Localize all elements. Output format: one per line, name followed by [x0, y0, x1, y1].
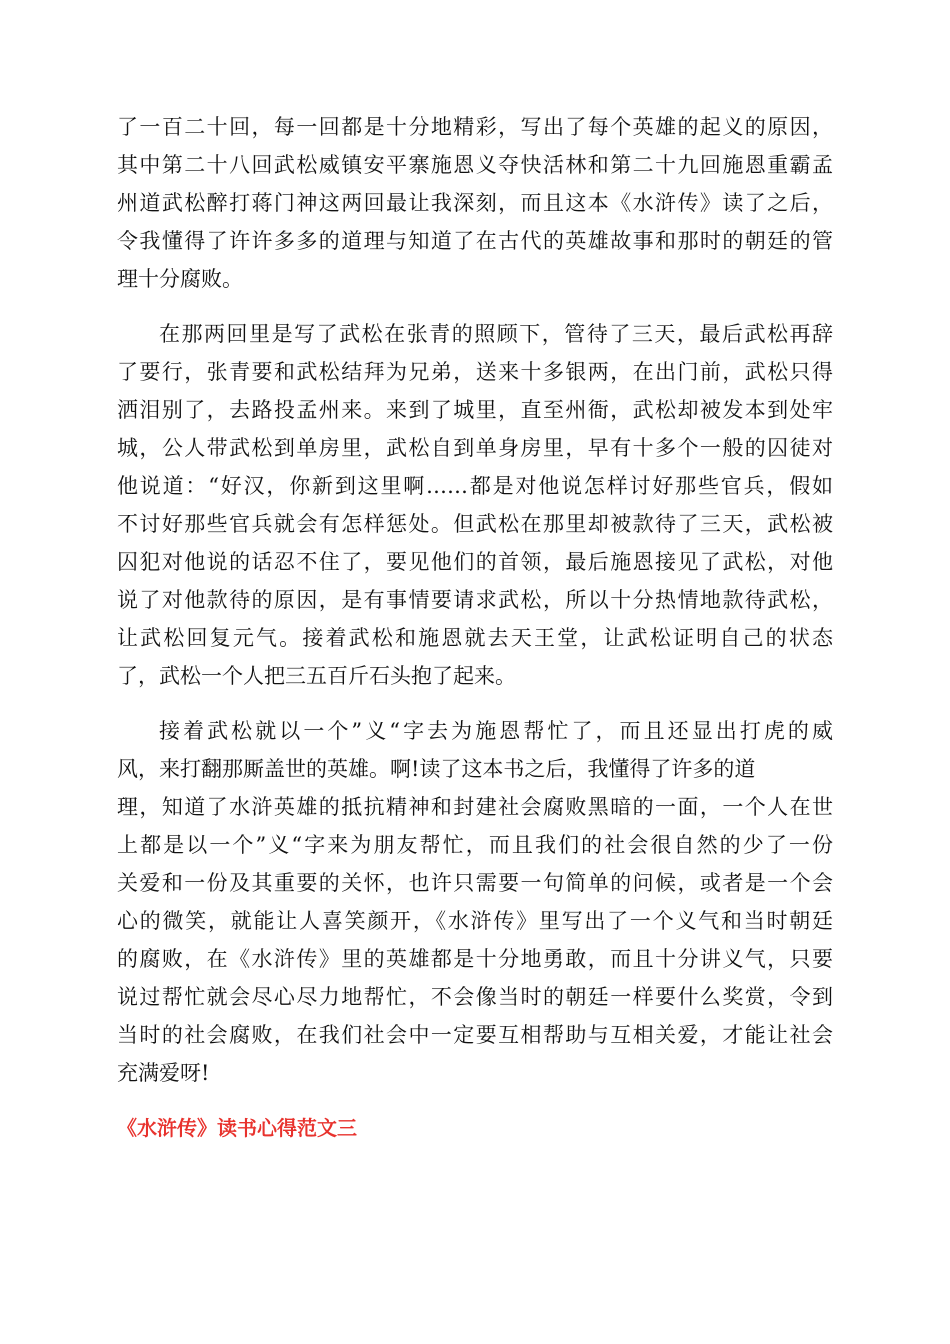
text-line: 不讨好那些官兵就会有怎样惩处。但武松在那里却被款待了三天，武松被 — [117, 512, 833, 536]
text-line: 了，武松一个人把三五百斤石头抱了起来。 — [117, 664, 516, 688]
text-line: 州道武松醉打蒋门神这两回最让我深刻，而且这本《水浒传》读了之后， — [117, 191, 833, 215]
text-line: 城，公人带武松到单房里，武松自到单身房里，早有十多个一般的囚徒对 — [117, 436, 833, 460]
text-line: 心的微笑，就能让人喜笑颜开，《水浒传》里写出了一个义气和当时朝廷 — [117, 909, 833, 933]
text-line: 充满爱呀! — [117, 1061, 210, 1085]
text-line: 其中第二十八回武松威镇安平寨施恩义夺快活林和第二十九回施恩重霸孟 — [117, 153, 833, 177]
text-line: 了要行，张青要和武松结拜为兄弟，送来十多银两，在出门前，武松只得 — [117, 360, 833, 384]
text-line: 理，知道了水浒英雄的抵抗精神和封建社会腐败黑暗的一面，一个人在世 — [117, 795, 833, 819]
paragraph-spacer — [117, 1092, 833, 1109]
text-line: 他说道：“好汉，你新到这里啊……都是对他说怎样讨好那些官兵，假如 — [117, 474, 833, 498]
text-line: 关爱和一份及其重要的关怀，也许只需要一句简单的问候，或者是一个会 — [117, 871, 833, 895]
paragraph-1 — [117, 108, 833, 298]
text-line: 在那两回里是写了武松在张青的照顾下，管待了三天，最后武松再辞 — [159, 322, 833, 346]
text-line: 说过帮忙就会尽心尽力地帮忙，不会像当时的朝廷一样要什么奖赏，令到 — [117, 985, 833, 1009]
paragraph-2 — [117, 315, 833, 695]
text-line: 令我懂得了许许多多的道理与知道了在古代的英雄故事和那时的朝廷的管 — [117, 229, 833, 253]
document-body — [117, 108, 833, 1147]
text-line: 当时的社会腐败，在我们社会中一定要互相帮助与互相关爱，才能让社会 — [117, 1023, 833, 1047]
text-line: 洒泪别了，去路投孟州来。来到了城里，直至州衙，武松却被发本到处牢 — [117, 398, 833, 422]
text-line: 的腐败，在《水浒传》里的英雄都是十分地勇敢，而且十分讲义气，只要 — [117, 947, 833, 971]
paragraph-spacer — [117, 298, 833, 315]
section-heading: 《水浒传》读书心得范文三 — [117, 1116, 357, 1140]
paragraph-3 — [117, 712, 833, 1092]
text-line: 上都是以一个”义“字来为朋友帮忙，而且我们的社会很自然的少了一份 — [117, 833, 833, 857]
text-line: 风，来打翻那厮盖世的英雄。啊!读了这本书之后，我懂得了许多的道 — [117, 757, 756, 781]
text-line: 接着武松就以一个”义“字去为施恩帮忙了，而且还显出打虎的威 — [159, 719, 833, 743]
text-line: 了一百二十回，每一回都是十分地精彩，写出了每个英雄的起义的原因， — [117, 115, 833, 139]
text-line: 让武松回复元气。接着武松和施恩就去天王堂，让武松证明自己的状态 — [117, 626, 833, 650]
paragraph-spacer — [117, 695, 833, 712]
text-line: 囚犯对他说的话忍不住了，要见他们的首领，最后施恩接见了武松，对他 — [117, 550, 833, 574]
text-line: 说了对他款待的原因，是有事情要请求武松，所以十分热情地款待武松， — [117, 588, 833, 612]
text-line: 理十分腐败。 — [117, 267, 243, 291]
